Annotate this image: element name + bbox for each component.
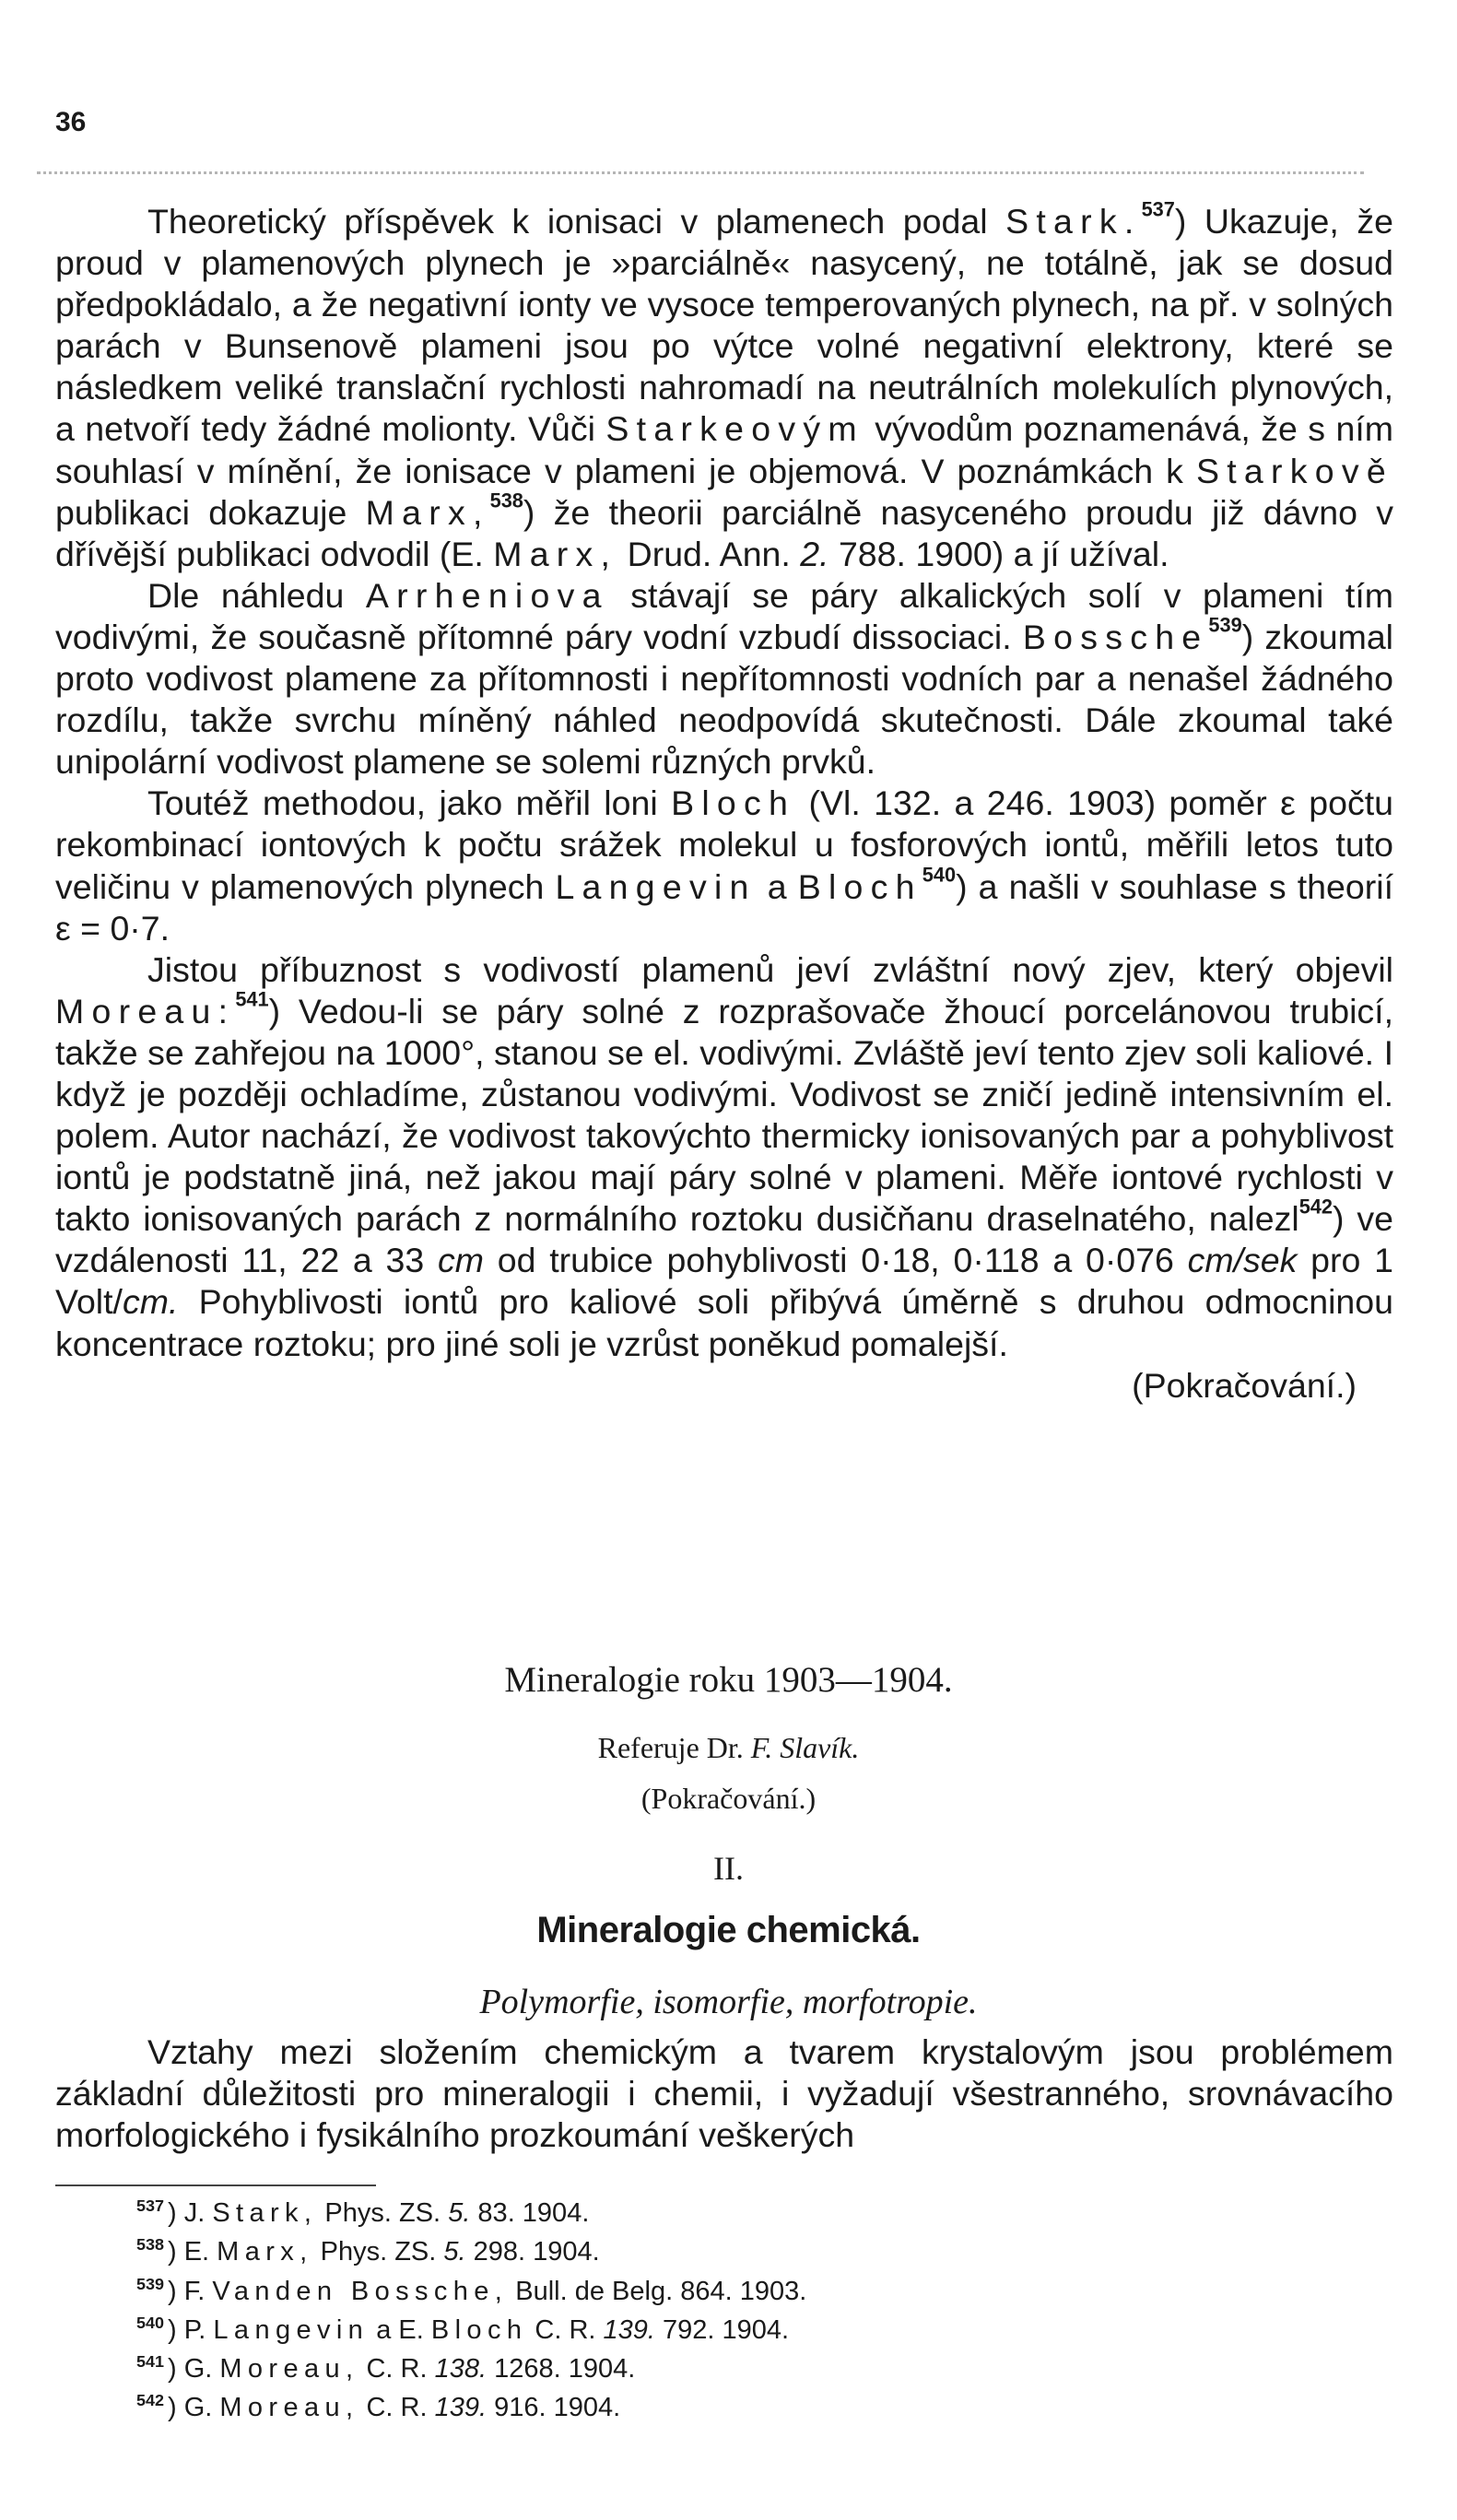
footnote-number: 540 — [136, 2313, 164, 2332]
text-run: Pohyblivosti iontů pro kaliové soli přibývá úměrně s druhou odmocninou koncentrace roztoku; pro jiné soli je vzrůst poněkud pomalejší. — [55, 1282, 1393, 1363]
text-run: C. R. — [358, 2393, 435, 2423]
section-continued-note: (Pokračování.) — [640, 1782, 817, 1815]
text-run: ) že theorii parciálně nasyceného proudu již dávno v dřívější publikaci odvodil (E. — [55, 492, 1393, 573]
footnote-number: 542 — [136, 2391, 164, 2410]
text-run: Phys. ZS. — [317, 2197, 449, 2228]
article-paragraphs — [55, 197, 1394, 1365]
text-run: ) F. — [167, 2276, 213, 2306]
footnote — [136, 2385, 806, 2423]
author-name-spaced: Moreau, — [219, 2393, 359, 2423]
section-author-line — [0, 1731, 1457, 1765]
italic-text: 139. — [434, 2393, 488, 2423]
footnotes — [136, 2190, 806, 2424]
text-run: ) P. — [167, 2314, 214, 2345]
text-run: ) ve vzdálenosti 11, 22 a 33 — [55, 1199, 1394, 1280]
text-run: ) zkoumal proto vodivost plamene za přítomnosti i nepřítomnosti vodních par a nenašel žádného rozdílu, takže svrchu míněný náhled neodpovídá skutečnosti. Dále zkoumal také unipolární vodivost plamene se solemi různých prvků. — [55, 617, 1394, 782]
author-name-spaced: Moreau: — [55, 991, 236, 1030]
text-run: 792. 1904. — [654, 2314, 790, 2345]
text-run: 83. 1904. — [470, 2197, 590, 2228]
author-name-spaced: Starkově — [1196, 451, 1393, 490]
footnote-ref: 539 — [1208, 613, 1242, 637]
footnote — [136, 2190, 806, 2229]
text-run: Theoretický příspěvek k ionisaci v plamenech podal — [147, 202, 1006, 241]
italic-text: 2. — [800, 534, 829, 573]
author-name-spaced: Stark, — [212, 2197, 318, 2228]
footnote — [136, 2268, 806, 2307]
italic-text: 5. — [448, 2197, 471, 2228]
author-prefix: Referuje Dr. — [597, 1731, 751, 1764]
text-run: 916. 1904. — [487, 2393, 621, 2423]
text-run: a E. — [369, 2314, 431, 2345]
section-part-number: II. — [713, 1850, 744, 1887]
footnote-ref: 538 — [489, 489, 523, 512]
text-run: ) G. — [167, 2353, 220, 2384]
text-run: ) Ukazuje, že proud v plamenových plynech je »parciálně« nasycený, ne totálně, jak se dosud předpokládalo, a že negativní ionty ve vysoce temperovaných plynech, na př. v solných parách v Bunsenově plameni jsou po výtce volné negativní elektrony, které se následkem veliké translační rychlosti nahromadí na neutrálních molekulích plynových, a netvoří tedy žádné molionty. Vůči — [55, 202, 1393, 449]
text-run: publikaci dokazuje — [55, 492, 366, 532]
author-name-spaced: Moreau, — [219, 2353, 359, 2384]
footnote-number: 539 — [136, 2274, 164, 2293]
italic-text: cm/sek — [1187, 1241, 1298, 1280]
author-name-spaced: Bossche — [1022, 617, 1209, 656]
text-run: ) a našli v souhlase s theorií ε = 0·7. — [55, 866, 1393, 948]
text-run: Jistou příbuznost s vodivostí plamenů jeví zvláštní nový zjev, který objevil — [147, 949, 1393, 989]
paragraph — [55, 197, 1393, 575]
author-name-spaced: Langevin — [555, 866, 757, 906]
text-run: ) E. — [167, 2237, 217, 2267]
italic-text: cm. — [122, 1282, 179, 1322]
text-run: C. R. — [358, 2353, 435, 2384]
text-run: Drud. Ann. — [617, 534, 801, 573]
author-name-spaced: Starkeovým — [605, 409, 864, 449]
footnote — [136, 2229, 806, 2267]
italic-text: 138. — [434, 2353, 488, 2384]
dotted-separator — [37, 171, 1364, 183]
author-name-spaced: Stark. — [1005, 202, 1142, 241]
text-run: stávají se páry alkalických solí v plameni tím vodivými, že současně přítomné páry vodní vzbudí dissociaci. — [55, 575, 1393, 656]
author-name-spaced: Marx, — [217, 2237, 313, 2267]
text-run: Dle náhledu — [147, 575, 366, 615]
text-run: (Vl. 132. a 246. 1903) poměr ε počtu rekombinací iontových k počtu srážek molekul u fosforových iontů, měřili letos tuto veličinu v plamenových plynech — [55, 783, 1393, 906]
chapter-paragraph: Vztahy mezi složením chemickým a tvarem krystalovým jsou problémem základní důležitosti pro mineralogii i chemii, i vyžadují všestranného, srovnávacího morfologického i fysikálního prozkoumání veškerých — [55, 2032, 1393, 2155]
continued-line — [55, 1365, 1393, 1407]
author-name-spaced: Bloch — [671, 783, 796, 823]
text-run: Phys. ZS. — [312, 2237, 444, 2267]
author-name-spaced: Vanden Bossche, — [212, 2276, 509, 2306]
text-run: ) Vedou-li se páry solné z rozprašovače žhoucí porcelánovou trubicí, takže se zahřejou na 1000°, stanou se el. vodivými. Zvláště jeví tento zjev soli kaliové. I když je později ochladíme, zůstanou vodivými. Vodivost se zničí jedině intensivním el. polem. Autor nachází, že vodivost takovýchto thermicky ionisovaných par a pohyblivost iontů je podstatně jiná, než jakou mají páry solné v plameni. Měře iontové rychlosti v takto ionisovaných parách z normálního roztoku dusičňanu draselnatého, nalezl — [55, 991, 1393, 1239]
italic-text: 5. — [443, 2237, 466, 2267]
author-name-spaced: Bloch — [430, 2314, 528, 2345]
author-name-spaced: Langevin — [213, 2314, 370, 2345]
author-name-spaced: Marx, — [365, 492, 490, 532]
footnote-ref: 540 — [922, 863, 957, 887]
footnote-ref: 537 — [1141, 197, 1175, 221]
footnote-rule — [55, 2184, 376, 2186]
chapter-heading: Mineralogie chemická. — [536, 1910, 921, 1950]
text-run: a — [756, 866, 798, 906]
author-name-spaced: Marx, — [493, 534, 618, 573]
footnote-number: 537 — [136, 2196, 164, 2215]
footnote-ref: 541 — [235, 987, 269, 1011]
chapter-subtitle: Polymorfie, isomorfie, morfotropie. — [479, 1983, 978, 2021]
italic-text: cm — [438, 1241, 485, 1280]
author-name: F. Slavík. — [750, 1731, 860, 1764]
text-run: pro 1 Volt/ — [55, 1241, 1393, 1322]
footnote — [136, 2346, 806, 2385]
paragraph — [55, 949, 1393, 1365]
text-run: 298. 1904. — [465, 2237, 600, 2267]
text-run: ) G. — [167, 2393, 220, 2423]
text-run: Toutéž methodou, jako měřil loni — [147, 783, 672, 823]
footnote-ref: 542 — [1298, 1195, 1333, 1219]
page-number: 36 — [55, 107, 87, 137]
paragraph — [55, 575, 1393, 783]
text-run: vývodům poznamenává, že s ním souhlasí v mínění, že ionisace v plameni je objemová. V poznámkách k — [55, 409, 1393, 490]
continued-note: (Pokračování.) — [1132, 1365, 1357, 1405]
footnote — [136, 2307, 806, 2346]
footnote-number: 538 — [136, 2235, 164, 2255]
text-run: 788. 1900) a jí užíval. — [828, 534, 1169, 573]
paragraph — [55, 783, 1393, 948]
footnote-number: 541 — [136, 2352, 164, 2372]
text-run: 1268. 1904. — [487, 2353, 636, 2384]
italic-text: 139. — [603, 2314, 655, 2345]
text-run: C. R. — [527, 2314, 604, 2345]
text-run: Bull. de Belg. 864. 1903. — [508, 2276, 807, 2306]
author-name-spaced: Bloch — [797, 866, 922, 906]
section-title: Mineralogie roku 1903—1904. — [504, 1660, 953, 1700]
author-name-spaced: Arrheniova — [365, 575, 609, 615]
text-run: od trubice pohyblivosti 0·18, 0·118 a 0·076 — [484, 1241, 1188, 1280]
article-ionisation — [55, 197, 1394, 1407]
text-run: ) J. — [167, 2197, 213, 2228]
